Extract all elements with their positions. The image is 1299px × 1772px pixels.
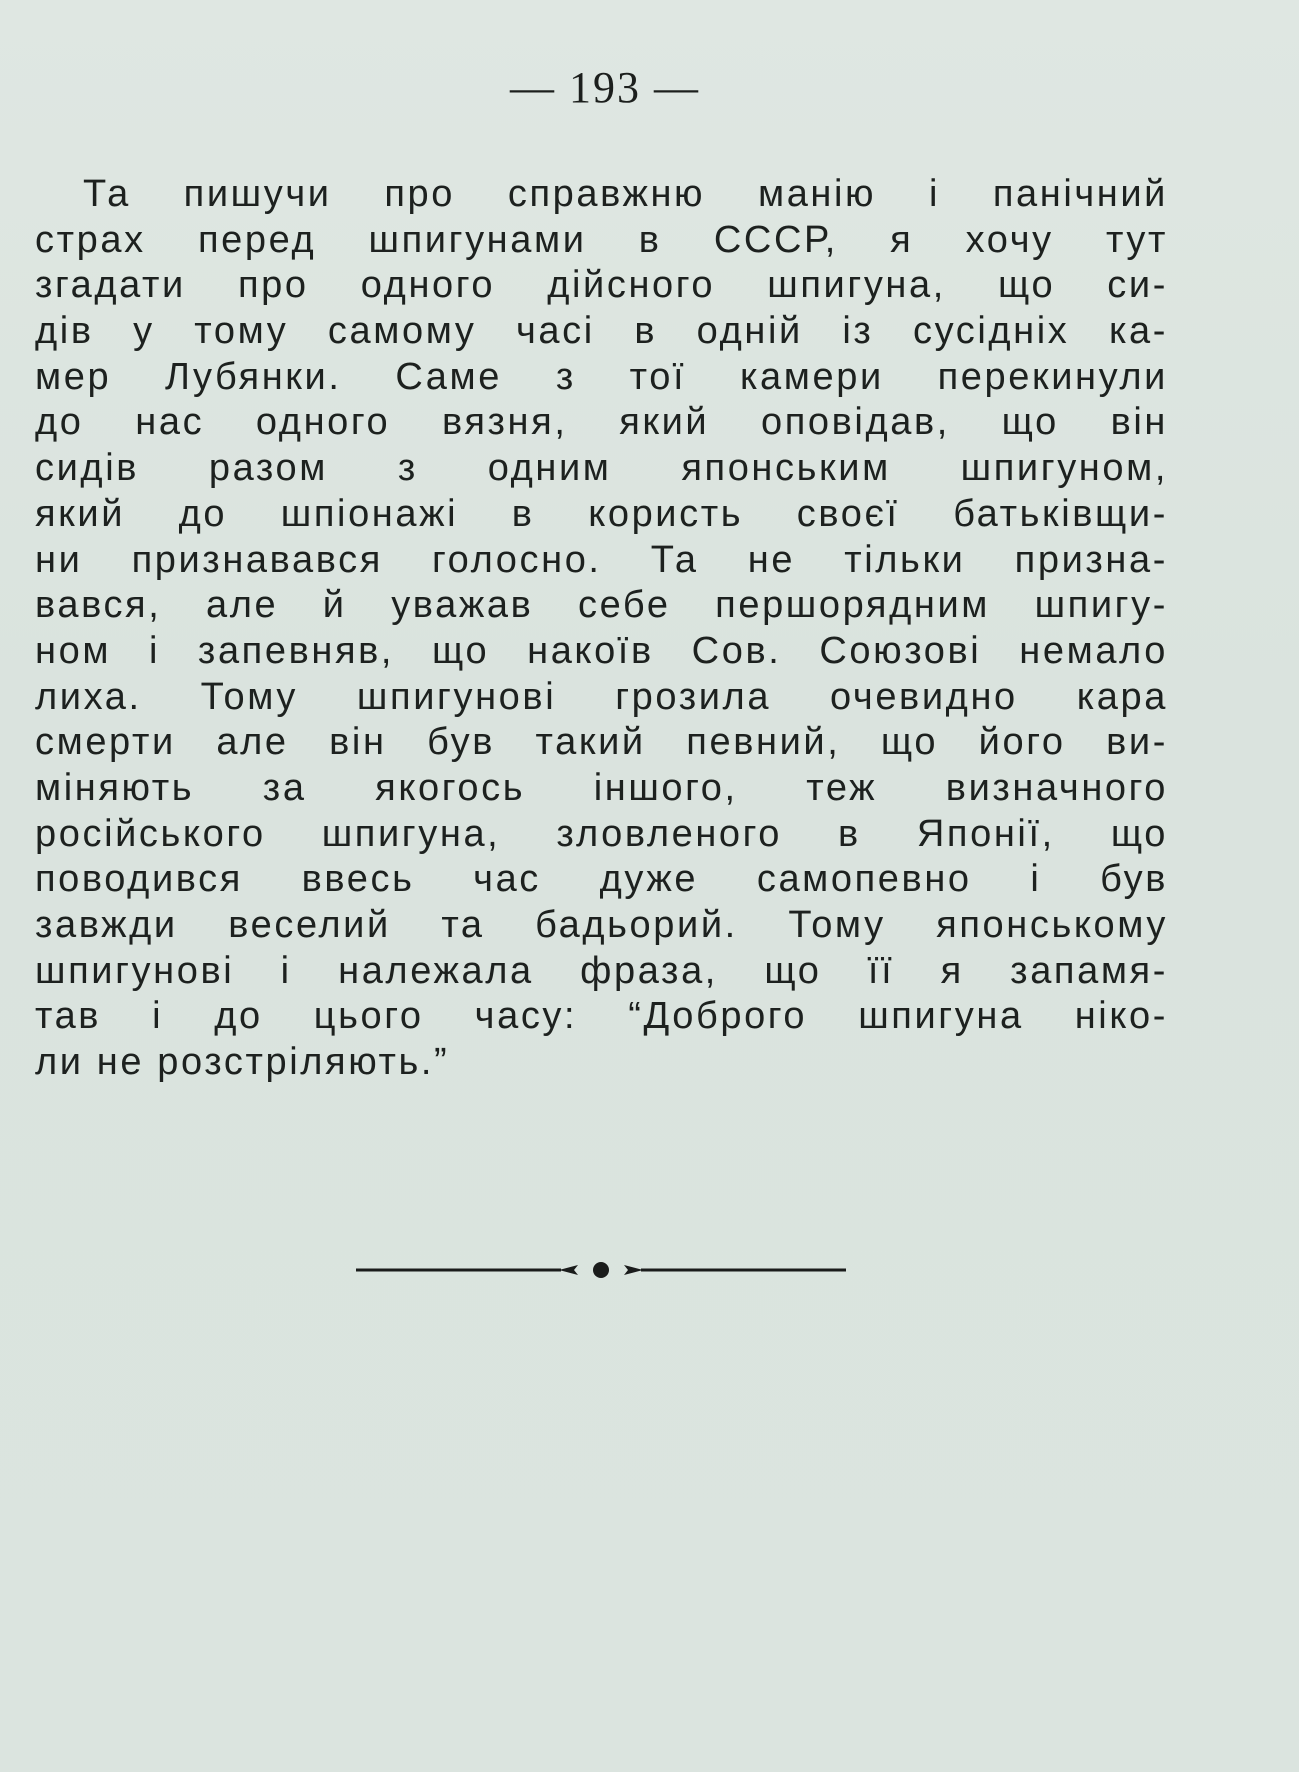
text-line: до нас одного вязня, який оповідав, що він bbox=[35, 401, 1168, 444]
text-line: згадати про одного дійсного шпигуна, що си- bbox=[35, 264, 1168, 307]
text-line: мер Лубянки. Саме з тої камери перекинули bbox=[35, 355, 1168, 398]
text-line: російського шпигуна, зловленого в Японії, що bbox=[35, 812, 1168, 855]
body-paragraph bbox=[35, 172, 1168, 1086]
text-line: завжди веселий та бадьорий. Тому японському bbox=[35, 904, 1168, 946]
text-line: ни признавався голосно. Та не тільки призна- bbox=[35, 538, 1168, 581]
text-line: дів у тому самому часі в одній із сусідніх ка- bbox=[35, 310, 1168, 353]
text-line: страх перед шпигунами в СССР, я хочу тут bbox=[35, 218, 1168, 261]
text-line: вався, але й уважав себе першорядним шпигу- bbox=[35, 584, 1168, 627]
text-line: сидів разом з одним японським шпигуном, bbox=[35, 447, 1168, 490]
text-line: Та пишучи про справжню манію і панічний bbox=[83, 173, 1168, 215]
section-end-ornament-icon bbox=[356, 1255, 846, 1285]
text-line: лиха. Тому шпигунові грозила очевидно кара bbox=[35, 675, 1168, 718]
text-line: смерти але він був такий певний, що його ви- bbox=[35, 721, 1168, 764]
text-line: шпигунові і належала фраза, що її я запамя- bbox=[35, 949, 1168, 992]
text-line: тав і до цього часу: “Доброго шпигуна ніко- bbox=[35, 995, 1168, 1038]
text-line: міняють за якогось іншого, теж визначного bbox=[35, 766, 1168, 809]
page-number: — 193 — bbox=[510, 63, 700, 112]
text-line: ном і запевняв, що накоїв Сов. Союзові немало bbox=[35, 629, 1168, 672]
text-line: який до шпіонажі в користь своєї батьківщи- bbox=[35, 492, 1168, 535]
text-line: ли не розстріляють.” bbox=[35, 1041, 450, 1084]
text-line: поводився ввесь час дуже самопевно і був bbox=[35, 858, 1168, 901]
